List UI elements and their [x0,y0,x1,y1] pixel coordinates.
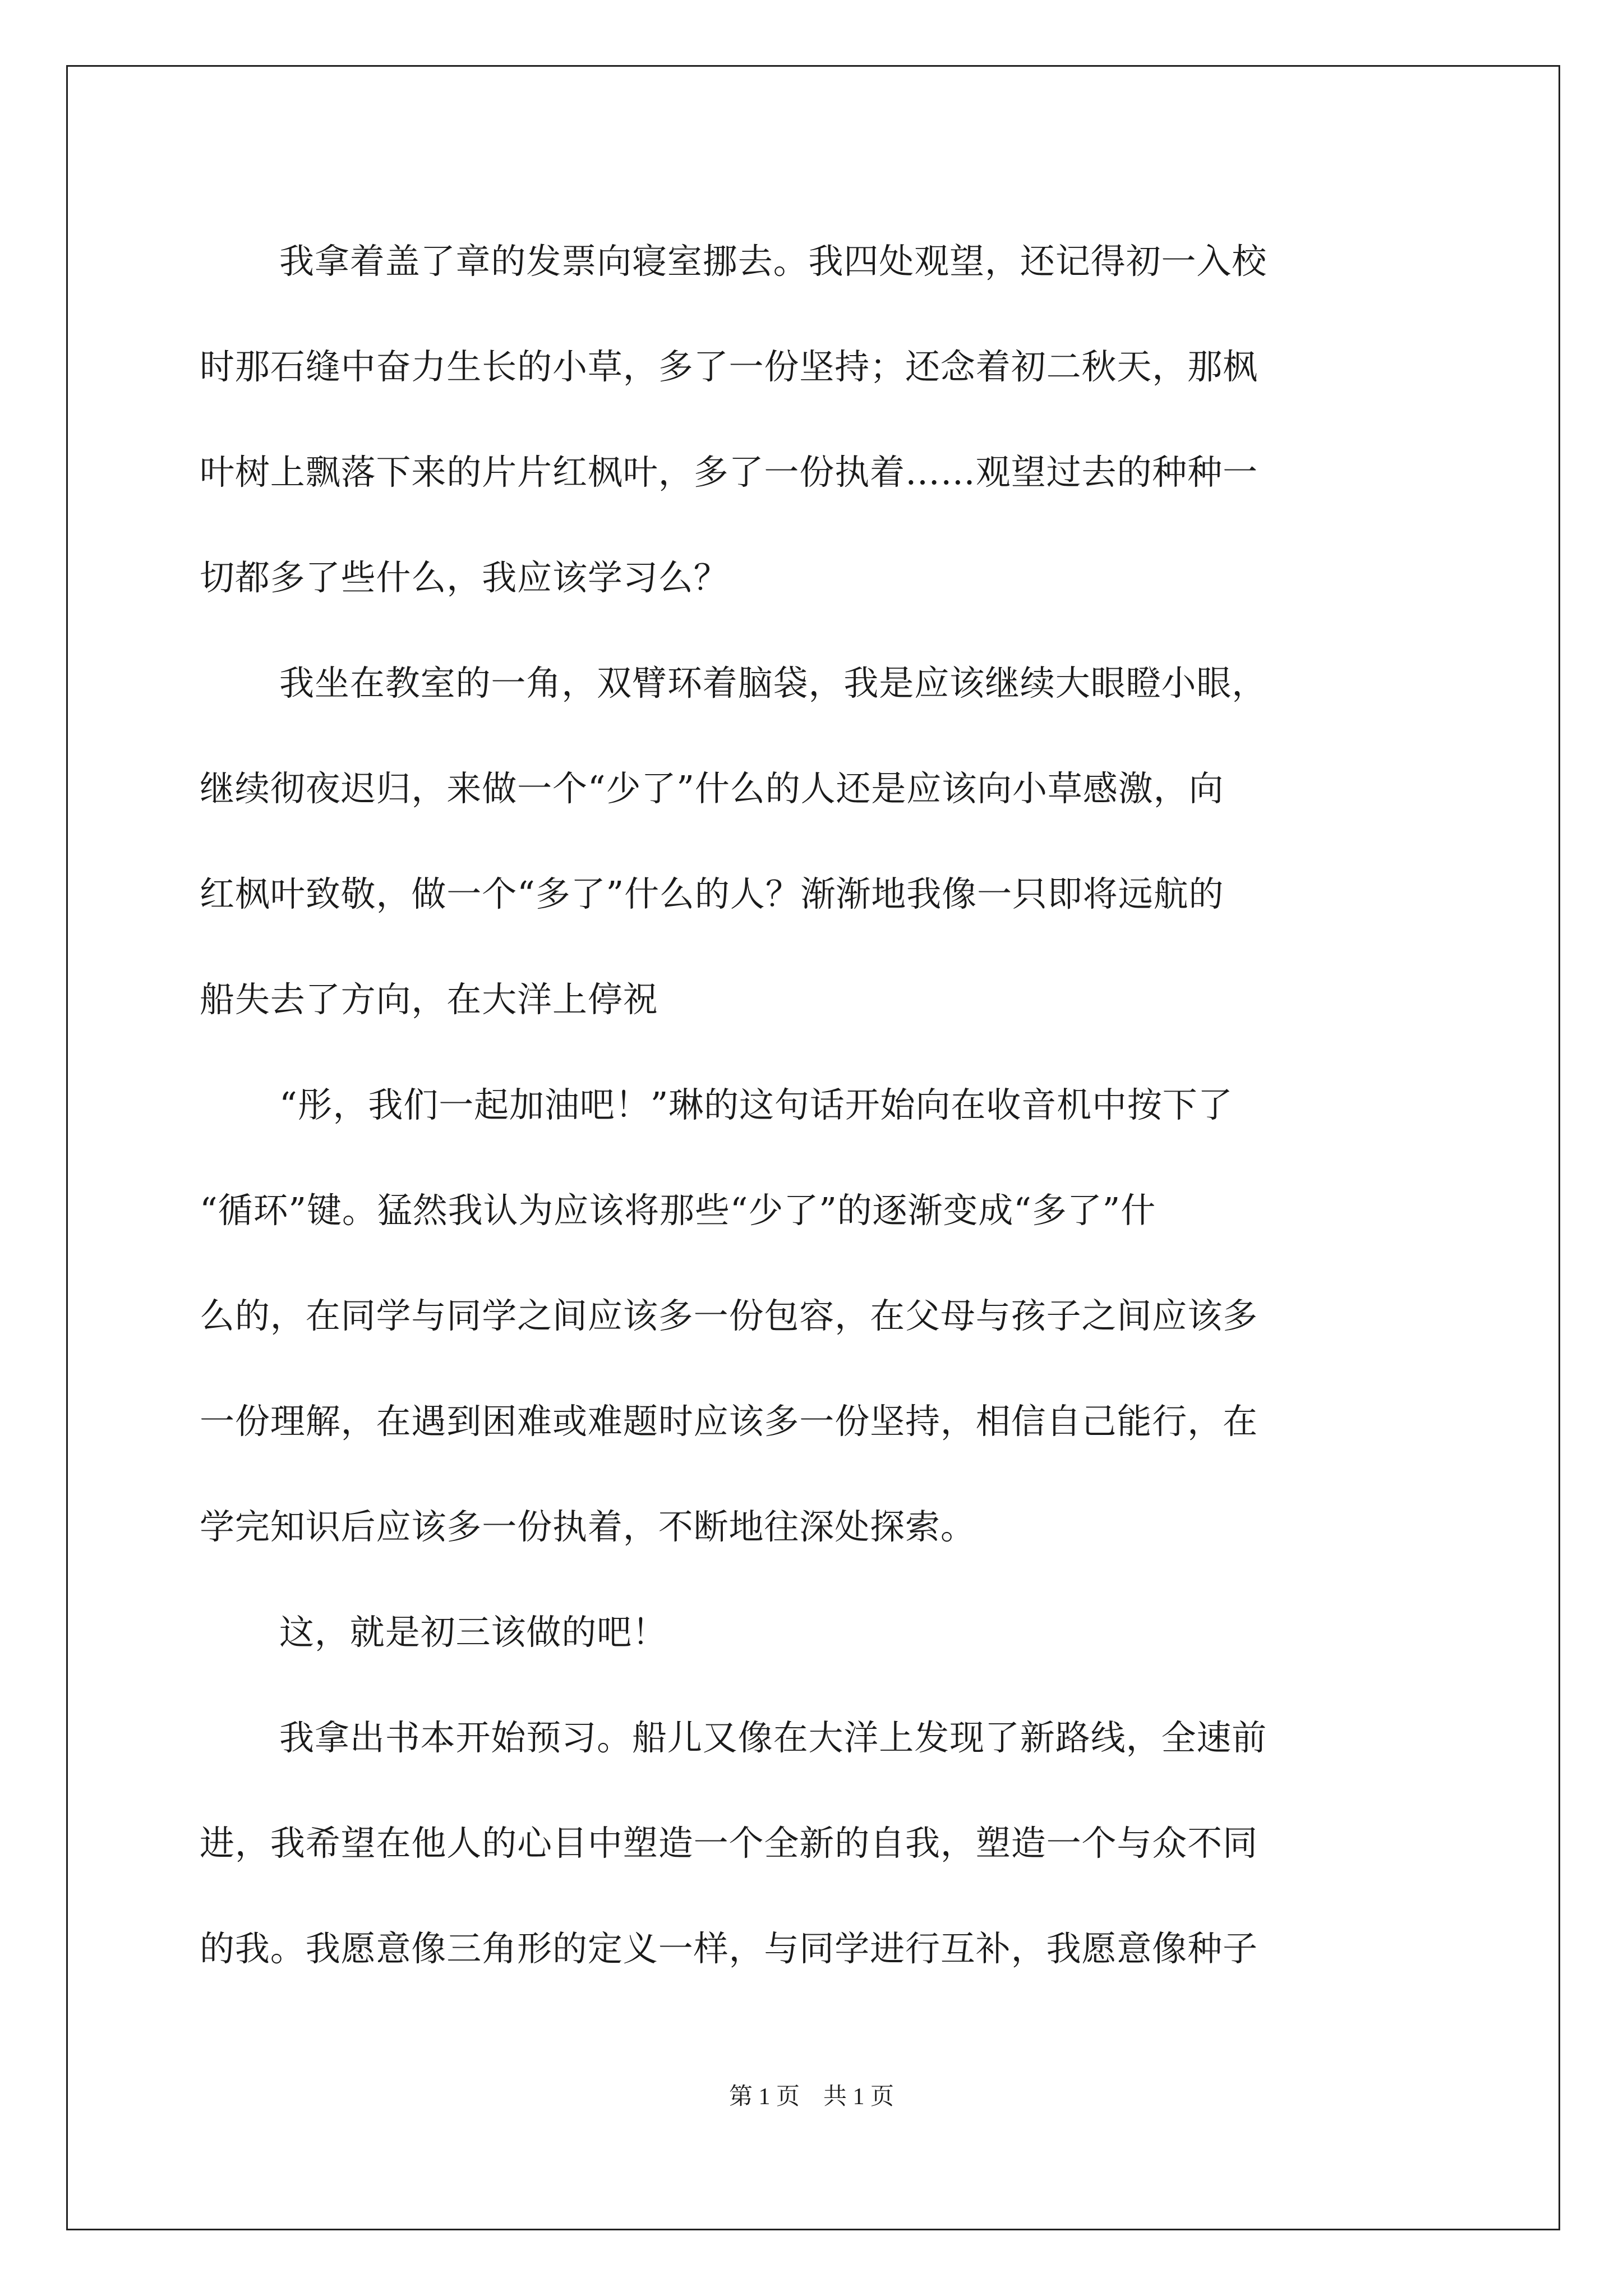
text-line: 么的，在同学与同学之间应该多一份包容，在父母与孩子之间应该多 [200,1295,1258,1336]
text-line: 切都多了些什么，我应该学习么？ [200,557,729,598]
text-line: 进，我希望在他人的心目中塑造一个全新的自我，塑造一个与众不同 [200,1823,1258,1864]
text-line: 我拿出书本开始预习。船儿又像在大洋上发现了新路线，全速前 [279,1717,1267,1758]
text-line: “循环”键。猛然我认为应该将那些“少了”的逐渐变成“多了”什 [200,1190,1156,1231]
text-line: 红枫叶致敬，做一个“多了”什么的人？渐渐地我像一只即将远航的 [200,873,1224,914]
text-line: 学完知识后应该多一份执着，不断地往深处探索。 [200,1506,976,1547]
document-body [200,209,1426,2001]
text-line: 我坐在教室的一角，双臂环着脑袋，我是应该继续大眼瞪小眼， [279,662,1267,703]
text-line: 继续彻夜迟归，来做一个“少了”什么的人还是应该向小草感激，向 [200,768,1224,809]
page-number-footer: 第 1 页 共 1 页 [728,2084,894,2110]
text-line: 船失去了方向，在大洋上停祝 [200,979,658,1020]
text-line: 叶树上飘落下来的片片红枫叶，多了一份执着……观望过去的种种一 [200,452,1258,493]
text-line: 这，就是初三该做的吧！ [279,1612,667,1653]
text-line: 时那石缝中奋力生长的小草，多了一份坚持；还念着初二秋天，那枫 [200,346,1258,387]
text-line: “彤，我们一起加油吧！”琳的这句话开始向在收音机中按下了 [279,1084,1233,1125]
text-line: 的我。我愿意像三角形的定义一样，与同学进行互补，我愿意像种子 [200,1928,1258,1969]
text-line: 我拿着盖了章的发票向寝室挪去。我四处观望，还记得初一入校 [279,241,1267,282]
text-line: 一份理解，在遇到困难或难题时应该多一份坚持，相信自己能行，在 [200,1401,1258,1442]
